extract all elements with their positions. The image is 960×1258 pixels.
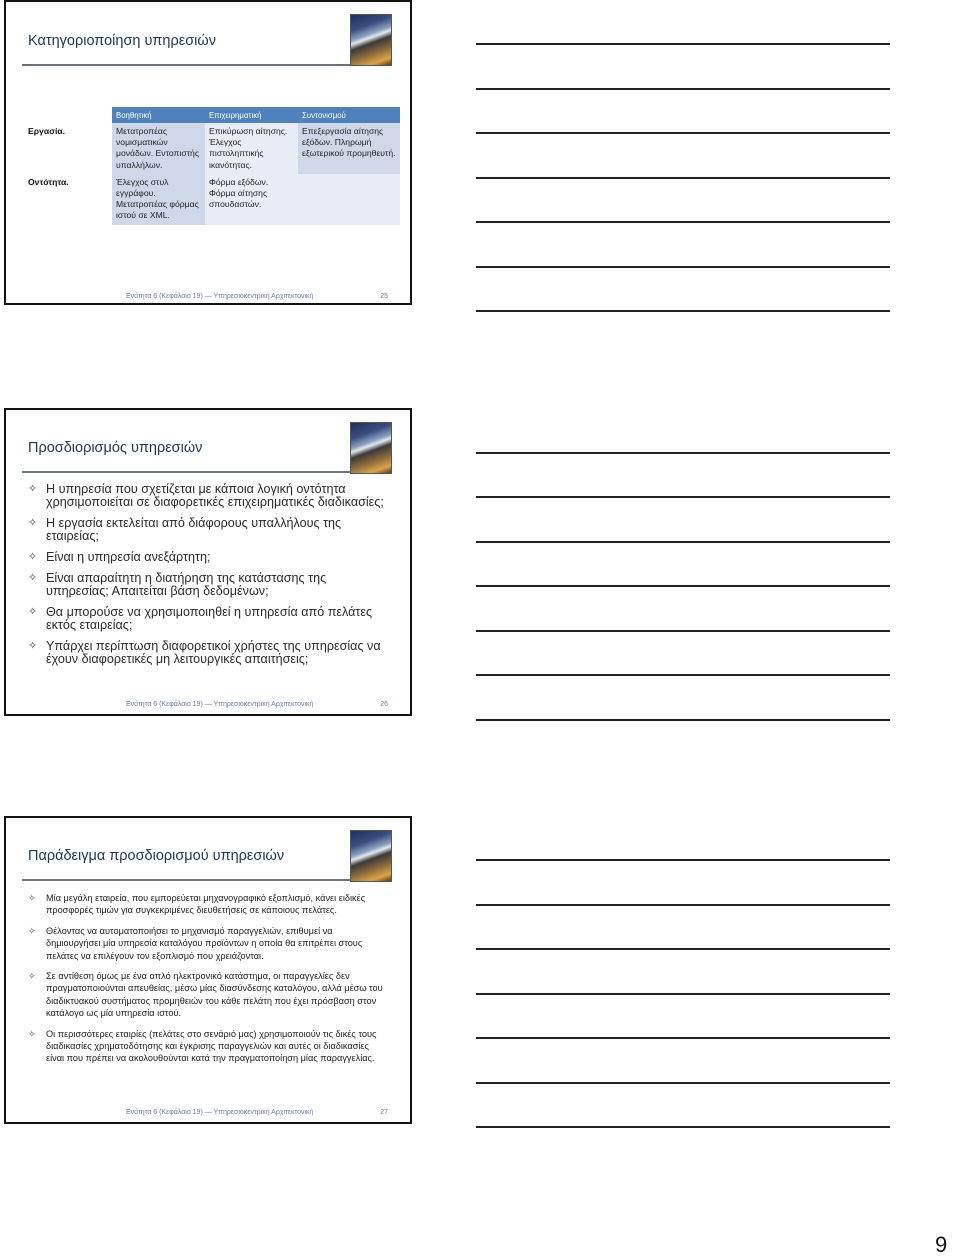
star-bullet-icon: ✧ xyxy=(28,572,38,584)
slide-25 xyxy=(4,0,412,305)
note-line xyxy=(476,719,890,721)
note-line xyxy=(476,266,890,268)
star-bullet-icon: ✧ xyxy=(28,925,36,936)
slide-title: Κατηγοριοποίηση υπηρεσιών xyxy=(28,33,216,49)
list-item: ✧ Η εργασία εκτελείται από διάφορους υπαλλήλους της εταιρείας; xyxy=(28,516,342,543)
note-line xyxy=(476,1037,890,1039)
note-line xyxy=(476,859,890,861)
list-item: ✧ Η υπηρεσία που σχετίζεται με κάποια λογική οντότητα χρησιμοποιείται σε διαφορετικές επιχειρηματικές διαδικασίες; xyxy=(28,482,384,509)
note-line xyxy=(476,88,890,90)
star-bullet-icon: ✧ xyxy=(28,971,36,982)
table-row-label: Οντότητα. xyxy=(24,174,112,225)
table-cell: Επεξεργασία αίτησης εξόδων. Πληρωμή εξωτερικού προμηθευτή. xyxy=(298,123,400,174)
note-line xyxy=(476,630,890,632)
table-cell: Μετατροπέας νομισματικών μονάδων. Εντοπιστής υπαλλήλων. xyxy=(112,123,205,174)
note-line xyxy=(476,904,890,906)
logo-image xyxy=(350,422,392,474)
title-rule xyxy=(22,879,360,881)
table-header-blank xyxy=(24,107,112,123)
star-bullet-icon: ✧ xyxy=(28,1028,36,1039)
slide-27 xyxy=(4,816,412,1124)
note-line xyxy=(476,585,890,587)
list-item: ✧ Είναι η υπηρεσία ανεξάρτητη; xyxy=(28,550,211,564)
slide-page-number: 26 xyxy=(380,701,388,708)
note-line xyxy=(476,177,890,179)
table-cell: Έλεγχος στυλ εγγράφου. Μετατροπέας φόρμας ιστού σε XML. xyxy=(112,174,205,225)
table-row xyxy=(24,174,400,225)
table-header-row xyxy=(24,107,400,123)
note-line xyxy=(476,221,890,223)
note-line xyxy=(476,541,890,543)
slide-footer: Ενότητα 6 (Κεφάλαιο 19) — Υπηρεσιοκεντρική Αρχιτεκτονική xyxy=(126,293,314,300)
table-cell xyxy=(298,174,400,225)
list-item: ✧ Είναι απαραίτητη η διατήρηση της κατάστασης της υπηρεσίας; Απαιτείται βάση δεδομένων; xyxy=(28,571,327,598)
note-line xyxy=(476,993,890,995)
bullet-list xyxy=(26,892,384,1073)
table-row-label: Εργασία. xyxy=(24,123,112,174)
note-line xyxy=(476,1082,890,1084)
table-header-cell: Συντονισμού xyxy=(298,107,400,123)
page-number: 9 xyxy=(935,1232,948,1257)
note-line xyxy=(476,132,890,134)
table-header-cell: Επιχειρηματική xyxy=(205,107,298,123)
table-cell: Επικύρωση αίτησης. Έλεγχος πιστοληπτικής ικανότητας. xyxy=(205,123,298,174)
table-header-cell: Βοηθητική xyxy=(112,107,205,123)
table-cell: Φόρμα εξόδων. Φόρμα αίτησης σπουδαστών. xyxy=(205,174,298,225)
note-line xyxy=(476,452,890,454)
star-bullet-icon: ✧ xyxy=(28,551,38,563)
slide-page-number: 27 xyxy=(380,1109,388,1116)
list-item: ✧ Θα μπορούσε να χρησιμοποιηθεί η υπηρεσία από πελάτες εκτός εταιρείας; xyxy=(28,605,373,632)
note-line xyxy=(476,948,890,950)
title-rule xyxy=(22,471,360,473)
note-line xyxy=(476,496,890,498)
list-item: ✧ Σε αντίθεση όμως με ένα απλό ηλεκτρονικό κατάστημα, οι παραγγελίες δεν πραγματοποιούνται απευθείας, μέσω μίας διασύνδεσης καταλόγου, αλλά μέσω του διαδικτυακού συστήματος προμηθειών του κάθε πελάτη που έχει πρόσβαση στον κατάλογο ως μία υπηρεσία ιστού. xyxy=(28,971,383,1019)
list-item: ✧ Οι περισσότερες εταιρίες (πελάτες στο σενάριό μας) χρησιμοποιούν τις δικές τους διαδικασίες χρηματοδότησης και έγκρισης παραγγελιών και αυτές οι διαδικασίες είναι που πρέπει να ακολουθούνται κατά την πραγματοποίηση μίας παραγγελίας. xyxy=(28,1028,377,1064)
slide-title: Παράδειγμα προσδιορισμού υπηρεσιών xyxy=(28,848,285,864)
star-bullet-icon: ✧ xyxy=(28,517,38,529)
note-line xyxy=(476,1126,890,1128)
slide-26 xyxy=(4,408,412,716)
star-bullet-icon: ✧ xyxy=(28,606,38,618)
star-bullet-icon: ✧ xyxy=(28,640,38,652)
note-line xyxy=(476,310,890,312)
slide-footer: Ενότητα 6 (Κεφάλαιο 19) — Υπηρεσιοκεντρική Αρχιτεκτονική xyxy=(126,1109,314,1116)
slide-page-number: 25 xyxy=(380,293,388,300)
slide-title: Προσδιορισμός υπηρεσιών xyxy=(28,440,203,456)
logo-image xyxy=(350,14,392,66)
list-item: ✧ Θέλοντας να αυτοματοποιήσει το μηχανισμό παραγγελιών, επιθυμεί να δημιουργήσει μία υπηρεσία καταλόγου προϊόντων η οποία θα επιτρέπει στους πελάτες να επιλέγουν τον εξοπλισμό που χρειάζονται. xyxy=(28,925,363,961)
slide-footer: Ενότητα 6 (Κεφάλαιο 19) — Υπηρεσιοκεντρική Αρχιτεκτονική xyxy=(126,701,314,708)
bullet-list xyxy=(26,483,386,674)
list-item: ✧ Μία μεγάλη εταιρεία, που εμπορεύεται μηχανογραφικό εξοπλισμό, κάνει ειδικές προσφορές τιμών για συγκεκριμένες διευθετήσεις σε κάποιους πελάτες. xyxy=(28,893,366,916)
note-line xyxy=(476,43,890,45)
list-item: ✧ Υπάρχει περίπτωση διαφορετικοί χρήστες της υπηρεσίας να έχουν διαφορετικές μη λειτουργικές απαιτήσεις; xyxy=(28,639,381,666)
note-line xyxy=(476,674,890,676)
service-category-table xyxy=(24,107,400,225)
star-bullet-icon: ✧ xyxy=(28,483,38,495)
title-rule xyxy=(22,64,360,66)
star-bullet-icon: ✧ xyxy=(28,893,36,903)
logo-image xyxy=(350,830,392,882)
table-row xyxy=(24,123,400,174)
